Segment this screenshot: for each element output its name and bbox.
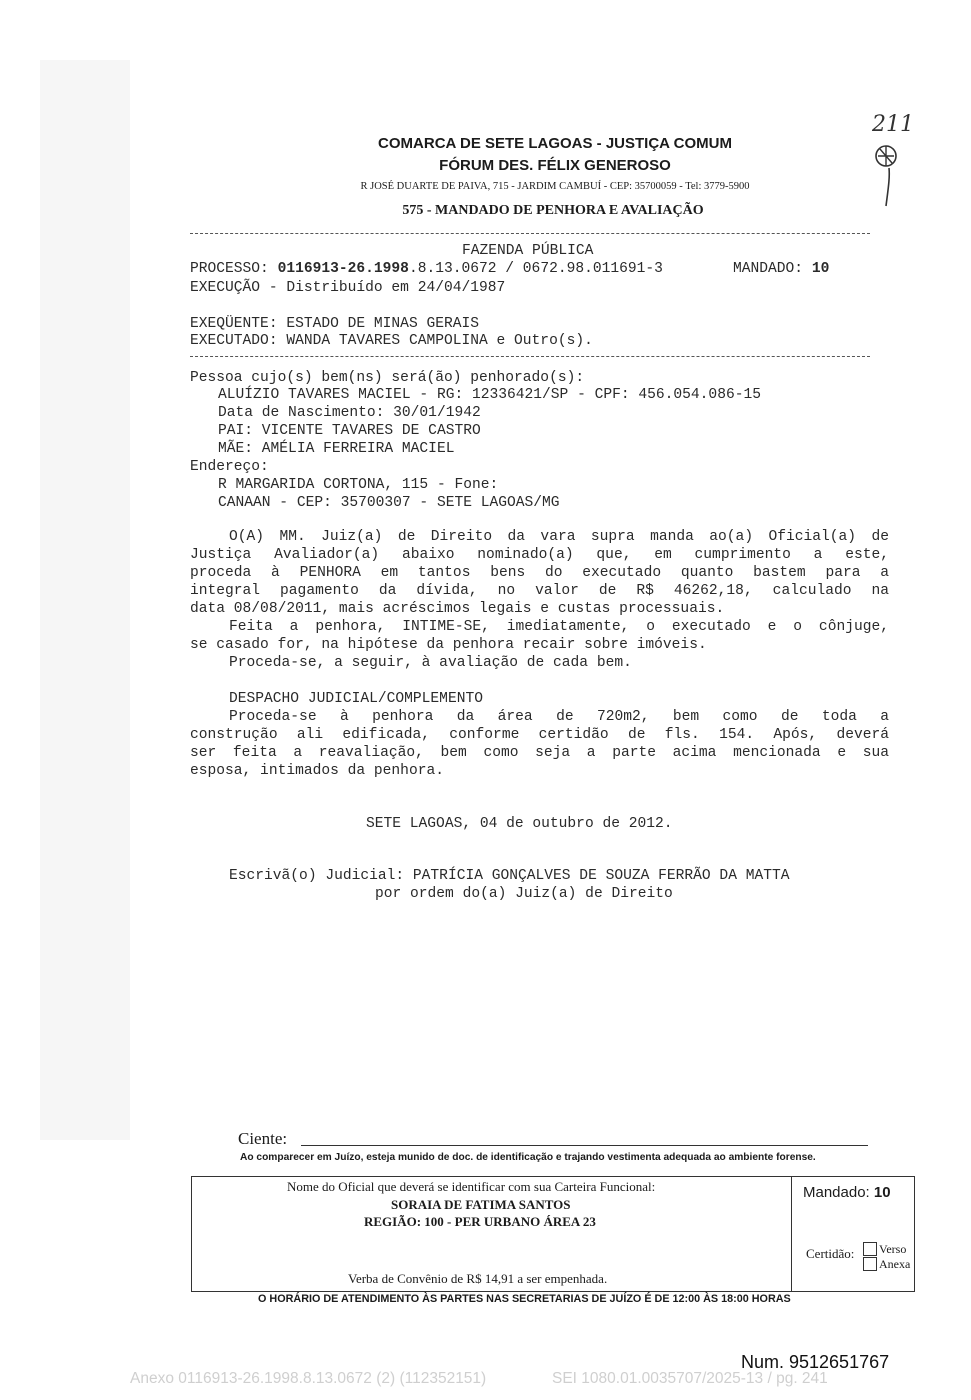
forum-title: FÓRUM DES. FÉLIX GENEROSO	[439, 157, 671, 174]
document-title: 575 - MANDADO DE PENHORA E AVALIAÇÃO	[402, 203, 704, 218]
court-address: R JOSÉ DUARTE DE PAIVA, 715 - JARDIM CAMBUÍ - CEP: 35700059 - Tel: 3779-5900	[360, 181, 750, 192]
annex-reference: Anexo 0116913-26.1998.8.13.0672 (2) (112352151)	[130, 1370, 487, 1387]
section-label: FAZENDA PÚBLICA	[462, 243, 594, 259]
body-line: O(A) MM. Juiz(a) de Direito da vara supra manda ao(a) Oficial(a) de	[229, 529, 889, 545]
body-line: se casado for, na hipótese da penhora recair sobre imóveis.	[190, 637, 707, 653]
officer-intro: Nome do Oficial que deverá se identificar com sua Carteira Funcional:	[287, 1179, 656, 1194]
body-line: Justiça Avaliador(a) abaixo nominado(a) que, em cumprimento a este,	[190, 547, 889, 563]
processo-label: PROCESSO:	[190, 261, 278, 277]
despacho-title: DESPACHO JUDICIAL/COMPLEMENTO	[229, 691, 483, 707]
address-line-2: CANAAN - CEP: 35700307 - SETE LAGOAS/MG	[218, 495, 560, 511]
scan-artifact	[40, 60, 130, 1140]
box-mandado	[803, 1184, 891, 1201]
sei-reference: SEI 1080.01.0035707/2025-13 / pg. 241	[552, 1370, 828, 1387]
executado-line: EXECUTADO: WANDA TAVARES CAMPOLINA e Outro(s).	[190, 333, 593, 349]
anexa-checkbox-icon[interactable]	[863, 1257, 877, 1271]
processo-line	[190, 261, 663, 277]
certidao-label: Certidão:	[806, 1246, 855, 1261]
officer-name: SORAIA DE FATIMA SANTOS	[391, 1197, 571, 1212]
court-title: COMARCA DE SETE LAGOAS - JUSTIÇA COMUM	[378, 135, 732, 152]
place-date: SETE LAGOAS, 04 de outubro de 2012.	[366, 816, 673, 832]
despacho-line: esposa, intimados da penhora.	[190, 763, 444, 779]
document-number: Num. 9512651767	[741, 1352, 890, 1372]
execucao-line: EXECUÇÃO - Distribuído em 24/04/1987	[190, 280, 506, 296]
despacho-line: ser feita a reavaliação, bem como seja a parte acima mencionada e sua	[190, 745, 889, 761]
processo-suffix: .8.13.0672 / 0672.98.011691-3	[408, 261, 663, 277]
order-line: por ordem do(a) Juiz(a) de Direito	[375, 886, 673, 902]
checkbox-anexa[interactable]	[863, 1255, 910, 1273]
exequente-line: EXEQÜENTE: ESTADO DE MINAS GERAIS	[190, 316, 480, 332]
body-line: integral pagamento da dívida, no valor de R$ 46262,18, calculado na	[190, 583, 889, 599]
divider	[190, 356, 870, 357]
body-line: Proceda-se, a seguir, à avaliação de cada bem.	[229, 655, 632, 671]
person-birth: Data de Nascimento: 30/01/1942	[218, 405, 481, 421]
office-hours-notice: O HORÁRIO DE ATENDIMENTO ÀS PARTES NAS SECRETARIAS DE JUÍZO É DE 12:00 ÀS 18:00 HORAS	[258, 1293, 791, 1305]
verso-label: Verso	[879, 1242, 907, 1256]
address-label: Endereço:	[190, 459, 269, 475]
despacho-line: construção ali edificada, conforme certidão de fls. 154. Após, deverá	[190, 727, 889, 743]
body-line: Feita a penhora, INTIME-SE, imediatamente, o executado e o cônjuge,	[229, 619, 889, 635]
officer-region: REGIÃO: 100 - PER URBANO ÁREA 23	[364, 1214, 596, 1229]
person-name: ALUÍZIO TAVARES MACIEL - RG: 12336421/SP - CPF: 456.054.086-15	[218, 387, 761, 403]
processo-number: 0116913-26.1998	[277, 261, 409, 277]
ciente-label: Ciente:	[238, 1129, 288, 1148]
mandado-number: 10	[811, 261, 830, 277]
box-divider	[791, 1177, 792, 1291]
body-line: data 08/08/2011, mais acréscimos legais e custas processuais.	[190, 601, 725, 617]
ciente-signature-line	[301, 1145, 868, 1146]
divider	[190, 233, 870, 234]
person-mother: MÃE: AMÉLIA FERREIRA MACIEL	[218, 441, 455, 457]
mandado-label: MANDADO:	[733, 261, 812, 277]
clerk-line: Escrivã(o) Judicial: PATRÍCIA GONÇALVES DE SOUZA FERRÃO DA MATTA	[229, 868, 790, 884]
box-mandado-number: 10	[873, 1184, 891, 1201]
court-attire-notice: Ao comparecer em Juízo, esteja munido de doc. de identificação e trajando vestimenta adequada ao ambiente forense.	[240, 1152, 816, 1163]
box-mandado-label: Mandado:	[803, 1184, 874, 1201]
despacho-line: Proceda-se à penhora da área de 720m2, bem como de toda a	[229, 709, 889, 725]
person-father: PAI: VICENTE TAVARES DE CASTRO	[218, 423, 481, 439]
officer-box	[191, 1176, 915, 1292]
body-line: proceda à PENHORA em tantos bens do executado quanto bastem para a	[190, 565, 889, 581]
person-intro: Pessoa cujo(s) bem(ns) será(ão) penhorado(s):	[190, 370, 585, 386]
anexa-label: Anexa	[879, 1257, 911, 1271]
handwritten-page-number: 211	[872, 112, 914, 137]
mandado-line	[733, 261, 829, 277]
verba-text: Verba de Convênio de R$ 14,91 a ser empenhada.	[348, 1271, 608, 1286]
address-line-1: R MARGARIDA CORTONA, 115 - Fone:	[218, 477, 499, 493]
